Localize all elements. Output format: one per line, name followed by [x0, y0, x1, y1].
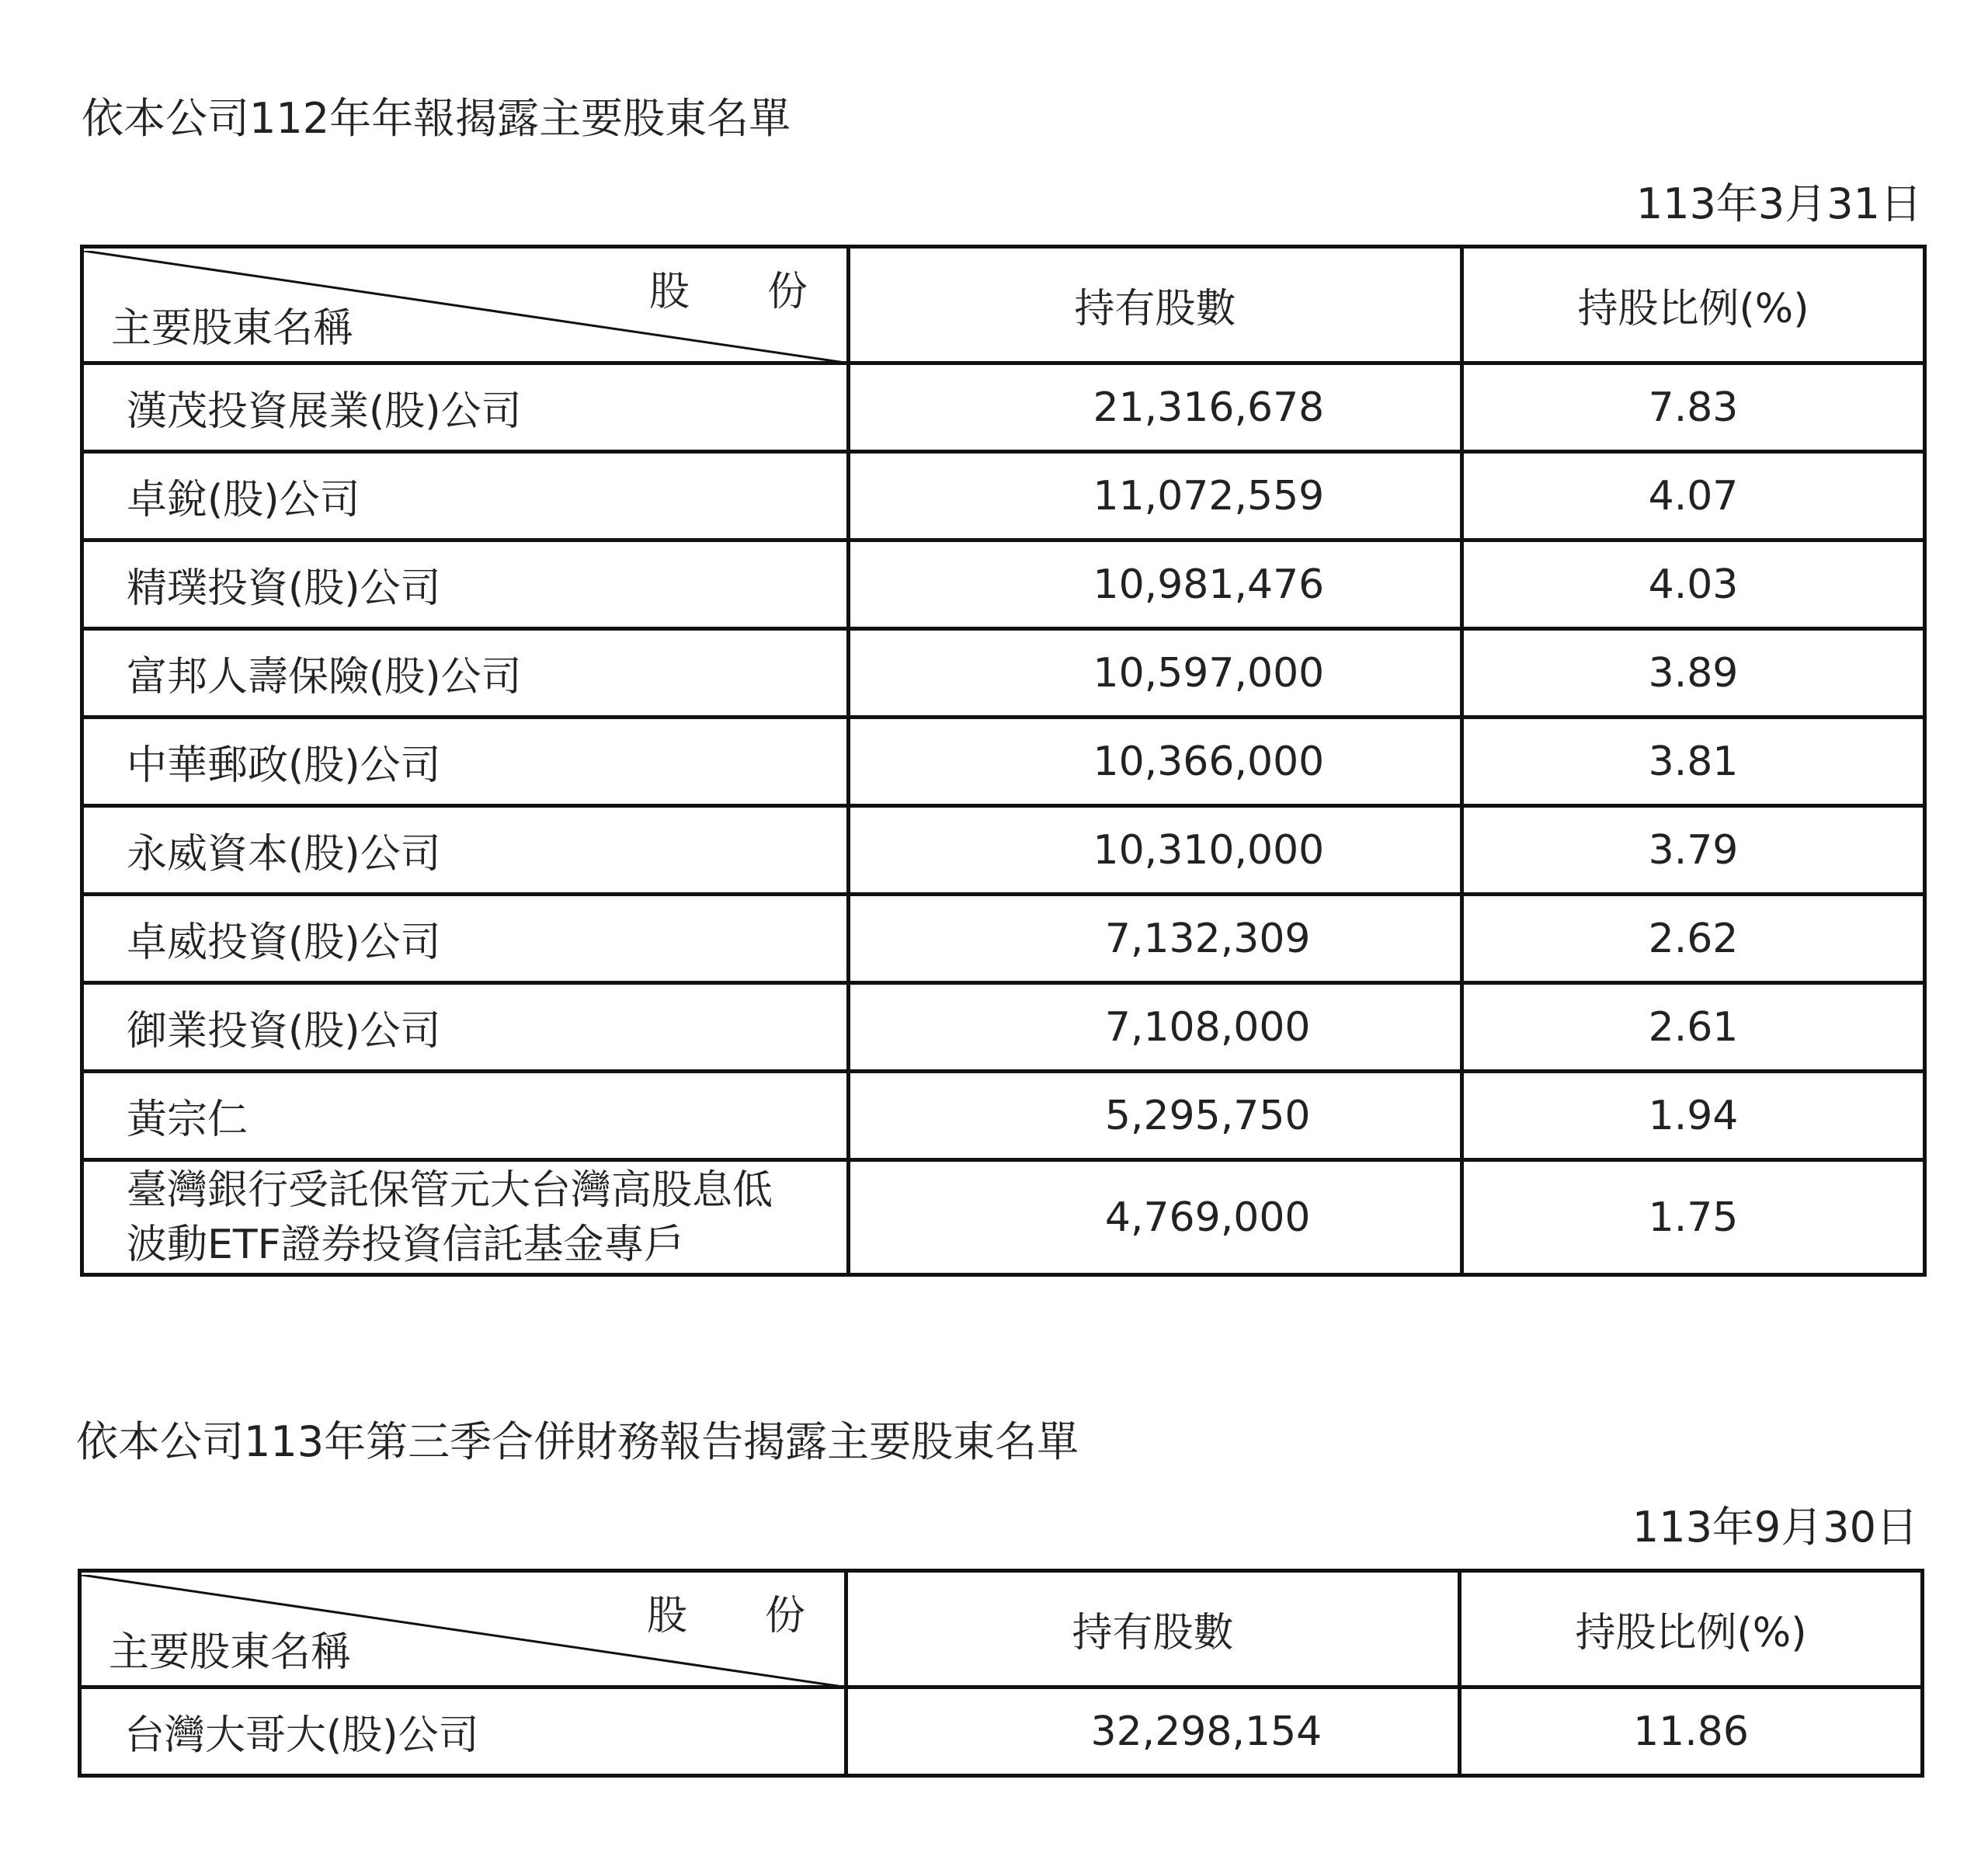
holder-shares: 5,295,750	[849, 1072, 1462, 1160]
table-row	[82, 629, 1925, 718]
holder-shares: 4,769,000	[849, 1160, 1462, 1275]
holder-shares: 10,310,000	[849, 806, 1462, 895]
holder-shares: 11,072,559	[849, 452, 1462, 540]
shareholders-table-1	[80, 245, 1927, 1277]
holder-shares: 10,597,000	[849, 629, 1462, 718]
header-holding-pct: 持股比例(%)	[1460, 1571, 1923, 1687]
holder-shares: 10,981,476	[849, 540, 1462, 629]
table-header-row	[82, 247, 1925, 363]
holder-name: 中華郵政(股)公司	[82, 718, 849, 806]
holder-name: 精璞投資(股)公司	[82, 540, 849, 629]
diagonal-header-cell	[80, 1571, 846, 1687]
holder-name: 永威資本(股)公司	[82, 806, 849, 895]
holder-name-line-1: 臺灣銀行受託保管元大台灣高股息低	[127, 1166, 773, 1214]
header-shares-label: 股 份	[646, 1592, 805, 1639]
holder-shares: 7,108,000	[849, 983, 1462, 1072]
section-1-date: 113年3月31日	[1635, 179, 1922, 228]
diagonal-header-cell	[82, 247, 849, 363]
header-holder-label: 主要股東名稱	[111, 304, 354, 352]
table-row	[82, 983, 1925, 1072]
holder-name: 卓威投資(股)公司	[82, 895, 849, 983]
section-1-title: 依本公司112年年報揭露主要股東名單	[82, 94, 791, 143]
holder-name: 黃宗仁	[82, 1072, 849, 1160]
table-row	[82, 452, 1925, 540]
header-holding-pct: 持股比例(%)	[1462, 247, 1925, 363]
header-shares-label: 股 份	[648, 268, 808, 315]
holder-name: 漢茂投資展業(股)公司	[82, 363, 849, 452]
table-row	[82, 806, 1925, 895]
holder-name: 御業投資(股)公司	[82, 983, 849, 1072]
holder-pct: 3.89	[1462, 629, 1925, 718]
holder-pct: 4.07	[1462, 452, 1925, 540]
holder-pct: 2.62	[1462, 895, 1925, 983]
holder-shares: 32,298,154	[846, 1687, 1460, 1776]
holder-name: 卓銳(股)公司	[82, 452, 849, 540]
table-row	[82, 1072, 1925, 1160]
holder-shares: 7,132,309	[849, 895, 1462, 983]
holder-pct: 3.79	[1462, 806, 1925, 895]
holder-name: 台灣大哥大(股)公司	[80, 1687, 846, 1776]
holder-pct: 3.81	[1462, 718, 1925, 806]
holder-pct: 1.94	[1462, 1072, 1925, 1160]
table-row	[82, 1160, 1925, 1275]
holder-shares: 10,366,000	[849, 718, 1462, 806]
holder-pct: 7.83	[1462, 363, 1925, 452]
holder-pct: 1.75	[1462, 1160, 1925, 1275]
table-row	[82, 895, 1925, 983]
holder-name-line-2: 波動ETF證券投資信託基金專戶	[127, 1221, 685, 1268]
holder-shares: 21,316,678	[849, 363, 1462, 452]
holder-name: 富邦人壽保險(股)公司	[82, 629, 849, 718]
table-row	[82, 540, 1925, 629]
shareholders-table-2	[78, 1569, 1924, 1778]
holder-pct: 2.61	[1462, 983, 1925, 1072]
header-shares-held: 持有股數	[846, 1571, 1460, 1687]
holder-name	[82, 1160, 849, 1275]
table-row	[82, 718, 1925, 806]
header-holder-label: 主要股東名稱	[109, 1628, 352, 1676]
holder-pct: 11.86	[1460, 1687, 1923, 1776]
header-shares-held: 持有股數	[849, 247, 1462, 363]
table-row	[80, 1687, 1923, 1776]
section-2-date: 113年9月30日	[1632, 1503, 1918, 1552]
holder-pct: 4.03	[1462, 540, 1925, 629]
section-2-title: 依本公司113年第三季合併財務報告揭露主要股東名單	[76, 1417, 1079, 1466]
table-header-row	[80, 1571, 1923, 1687]
table-row	[82, 363, 1925, 452]
